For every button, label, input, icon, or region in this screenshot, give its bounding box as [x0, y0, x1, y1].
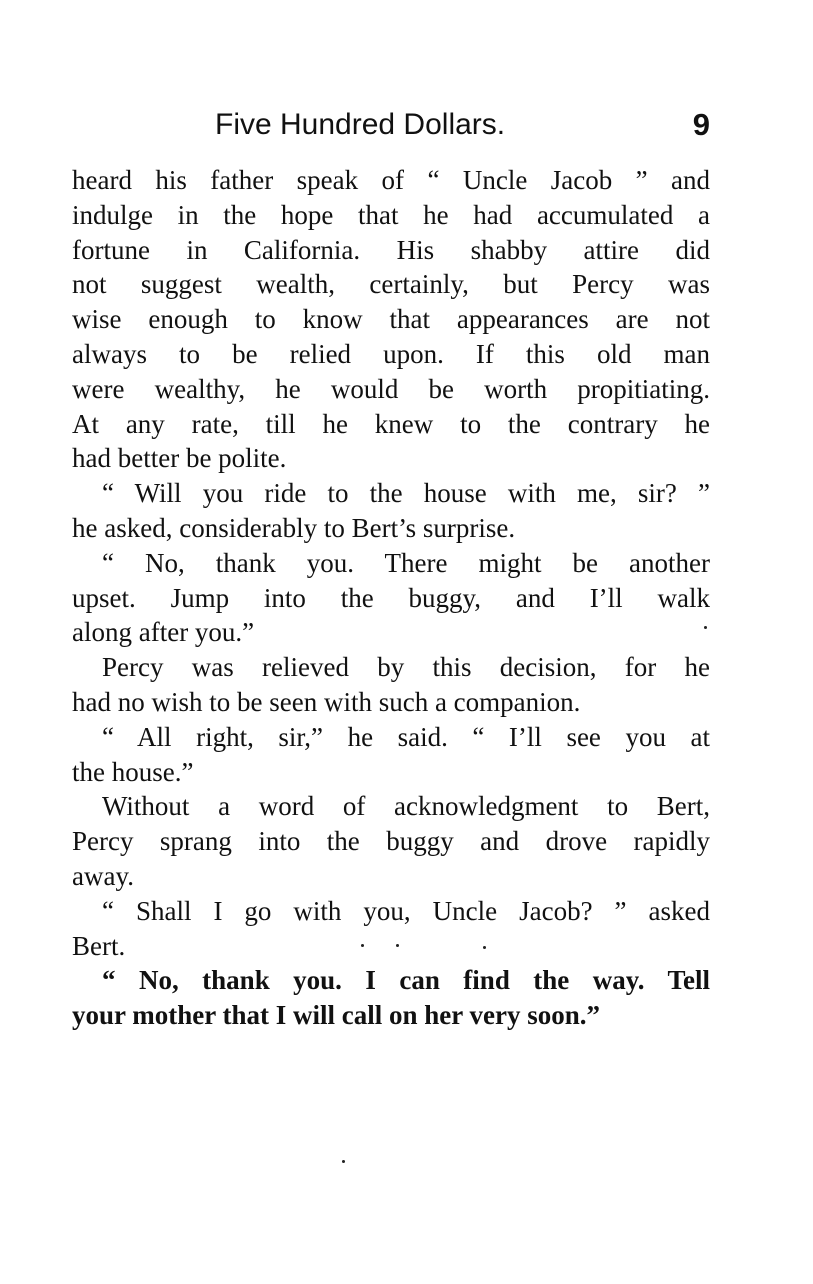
- text-line: not suggest wealth, certainly, but Percy was: [72, 269, 710, 300]
- text-line: heard his father speak of “ Uncle Jacob ” and: [72, 165, 710, 195]
- text-line: upset. Jump into the buggy, and I’ll walk: [72, 582, 710, 613]
- text-line: fortune in California. His shabby attire did: [72, 234, 710, 265]
- text-line: “ All right, sir,” he said. “ I’ll see you at: [102, 721, 710, 752]
- text-line: “ No, thank you. I can find the way. Tell: [102, 965, 710, 996]
- text-line: At any rate, till he knew to the contrary he: [72, 408, 710, 439]
- text-line: always to be relied upon. If this old man: [72, 338, 710, 369]
- text-line: “ Shall I go with you, Uncle Jacob? ” asked: [102, 895, 710, 926]
- print-speck: [361, 944, 364, 947]
- text-line: had better be polite.: [72, 443, 287, 474]
- text-line: indulge in the hope that he had accumulated a: [72, 199, 710, 230]
- text-line: along after you.”: [72, 617, 255, 648]
- text-line: Bert.: [72, 930, 126, 961]
- text-line: “ No, thank you. There might be another: [102, 547, 710, 578]
- text-line: he asked, considerably to Bert’s surprise.: [72, 512, 516, 543]
- print-speck: [483, 946, 486, 949]
- text-line: were wealthy, he would be worth propitiating.: [72, 373, 710, 404]
- print-speck: [704, 626, 707, 629]
- print-speck: [396, 944, 399, 947]
- text-line: your mother that I will call on her very soon.”: [72, 1000, 600, 1031]
- text-line: had no wish to be seen with such a companion.: [72, 686, 581, 717]
- print-speck: [342, 1160, 345, 1163]
- text-line: wise enough to know that appearances are not: [72, 304, 710, 335]
- text-line: Percy was relieved by this decision, for he: [102, 652, 710, 683]
- body-text: [72, 163, 710, 1033]
- text-line: the house.”: [72, 756, 194, 787]
- text-line: away.: [72, 860, 134, 891]
- page-number: 9: [692, 107, 710, 142]
- text-line: Without a word of acknowledgment to Bert,: [102, 791, 710, 822]
- running-title: Five Hundred Dollars.: [215, 108, 506, 141]
- text-line: Percy sprang into the buggy and drove rapidly: [72, 826, 710, 857]
- page-header: [72, 103, 710, 147]
- text-line: “ Will you ride to the house with me, sir? ”: [102, 478, 710, 509]
